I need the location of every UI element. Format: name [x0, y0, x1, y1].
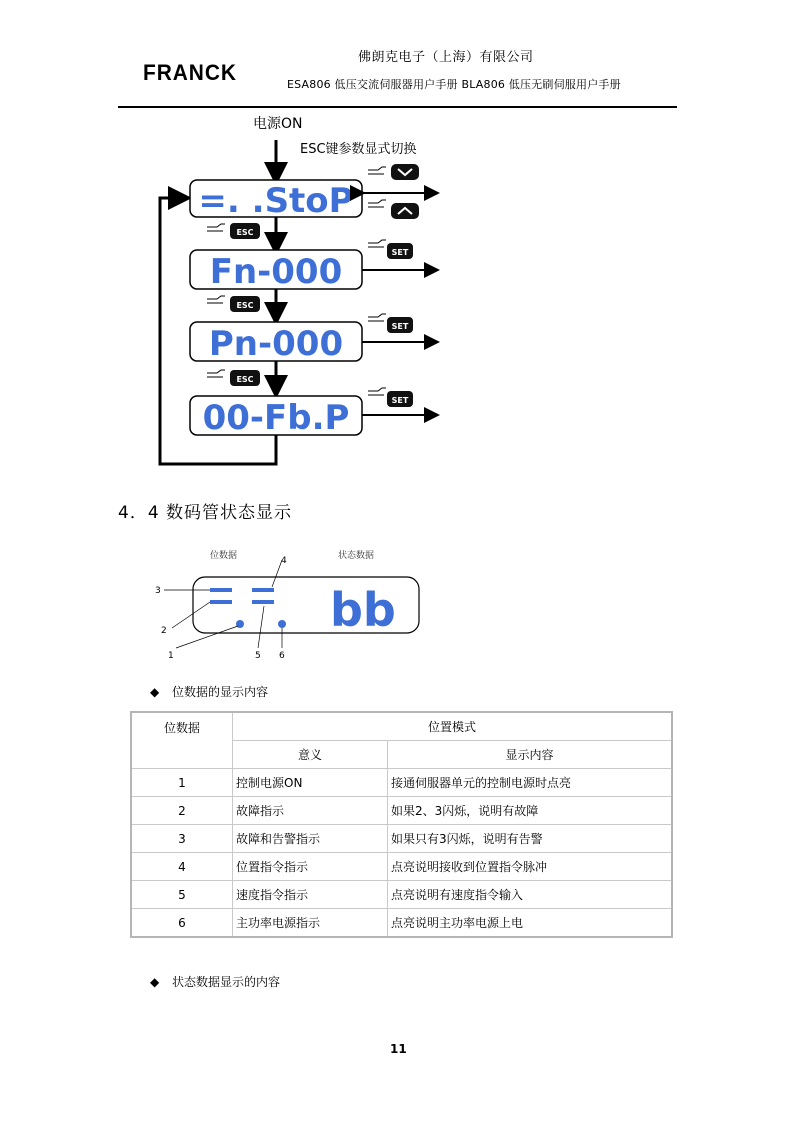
set-key-icon: [368, 240, 413, 259]
display-pn: [190, 322, 362, 364]
table-row: [131, 825, 672, 853]
col-header-mode: 位置模式: [233, 712, 673, 741]
bullet-status-data: [150, 973, 280, 990]
table-row: [131, 909, 672, 938]
svg-text:2: 2: [161, 626, 167, 636]
cell-bit: 1: [131, 769, 233, 797]
up-key-icon: [391, 203, 419, 219]
bullet-bit-data: [150, 683, 268, 700]
display-fbp-text: 00-Fb.P: [202, 398, 350, 438]
cell-meaning: 位置指令指示: [233, 853, 388, 881]
diamond-bullet-icon: ◆: [150, 975, 160, 989]
bullet-bit-data-label: 位数据的显示内容: [172, 685, 269, 699]
cell-bit: 2: [131, 797, 233, 825]
svg-text:3: 3: [155, 586, 161, 596]
bits-label: 位数据: [210, 551, 238, 561]
esc-key-icon: [207, 296, 260, 312]
svg-text:1: 1: [168, 651, 174, 661]
cell-meaning: 故障指示: [233, 797, 388, 825]
cell-meaning: 故障和告警指示: [233, 825, 388, 853]
manual-subtitle: ESA806 低压交流伺服器用户手册 BLA806 低压无刷伺服用户手册: [287, 78, 621, 91]
bullet-status-data-label: 状态数据显示的内容: [172, 975, 281, 989]
display-fn: [190, 250, 362, 292]
esc-key-icon: [207, 370, 260, 386]
set-key-icon: [368, 388, 413, 407]
mode-switch-diagram: [0, 0, 794, 480]
power-on-label: 电源ON: [253, 116, 303, 132]
cell-bit: 3: [131, 825, 233, 853]
display-pn-text: Pn-000: [208, 324, 344, 364]
table-row: [131, 881, 672, 909]
cell-bit: 5: [131, 881, 233, 909]
status-label: 状态数据: [338, 551, 375, 561]
cell-content: 点亮说明有速度指令输入: [388, 881, 673, 909]
display-fbp: [190, 396, 362, 438]
cell-meaning: 控制电源ON: [233, 769, 388, 797]
col-header-bit: 位数据: [131, 712, 233, 769]
svg-text:4: 4: [281, 556, 287, 566]
table-row: [131, 769, 672, 797]
cell-content: 点亮说明接收到位置指令脉冲: [388, 853, 673, 881]
hand-icon: [368, 200, 386, 207]
diamond-bullet-icon: ◆: [150, 685, 160, 699]
svg-text:6: 6: [279, 651, 285, 661]
svg-text:SET: SET: [391, 322, 409, 331]
table-row: [131, 797, 672, 825]
svg-text:ESC: ESC: [236, 375, 254, 384]
bit-data-table: [130, 711, 673, 938]
down-key-icon: [391, 164, 419, 180]
cell-meaning: 主功率电源指示: [233, 909, 388, 938]
col-header-content: 显示内容: [388, 741, 673, 769]
company-name: 佛朗克电子（上海）有限公司: [358, 50, 534, 65]
svg-text:bb: bb: [330, 583, 396, 637]
cell-content: 如果只有3闪烁，说明有告警: [388, 825, 673, 853]
cell-content: 接通伺服器单元的控制电源时点亮: [388, 769, 673, 797]
svg-text:ESC: ESC: [236, 301, 254, 310]
cell-bit: 6: [131, 909, 233, 938]
svg-text:ESC: ESC: [236, 228, 254, 237]
cell-bit: 4: [131, 853, 233, 881]
cell-content: 如果2、3闪烁，说明有故障: [388, 797, 673, 825]
table-row: [131, 853, 672, 881]
svg-text:SET: SET: [391, 248, 409, 257]
page-number: 11: [390, 1042, 407, 1056]
segment-status-figure: [140, 540, 440, 665]
display-stop: [190, 180, 362, 221]
display-stop-text: =. .StoP: [198, 181, 354, 221]
hand-icon: [368, 167, 386, 174]
svg-text:5: 5: [255, 651, 261, 661]
esc-key-icon: [207, 223, 260, 239]
section-title: 4．4 数码管状态显示: [118, 503, 293, 523]
col-header-meaning: 意义: [233, 741, 388, 769]
set-key-icon: [368, 314, 413, 333]
cell-meaning: 速度指令指示: [233, 881, 388, 909]
company-logo: FRANCK: [143, 60, 237, 85]
svg-text:SET: SET: [391, 396, 409, 405]
cell-content: 点亮说明主功率电源上电: [388, 909, 673, 938]
display-fn-text: Fn-000: [209, 252, 343, 292]
esc-note: ESC键参数显式切换: [300, 142, 417, 157]
